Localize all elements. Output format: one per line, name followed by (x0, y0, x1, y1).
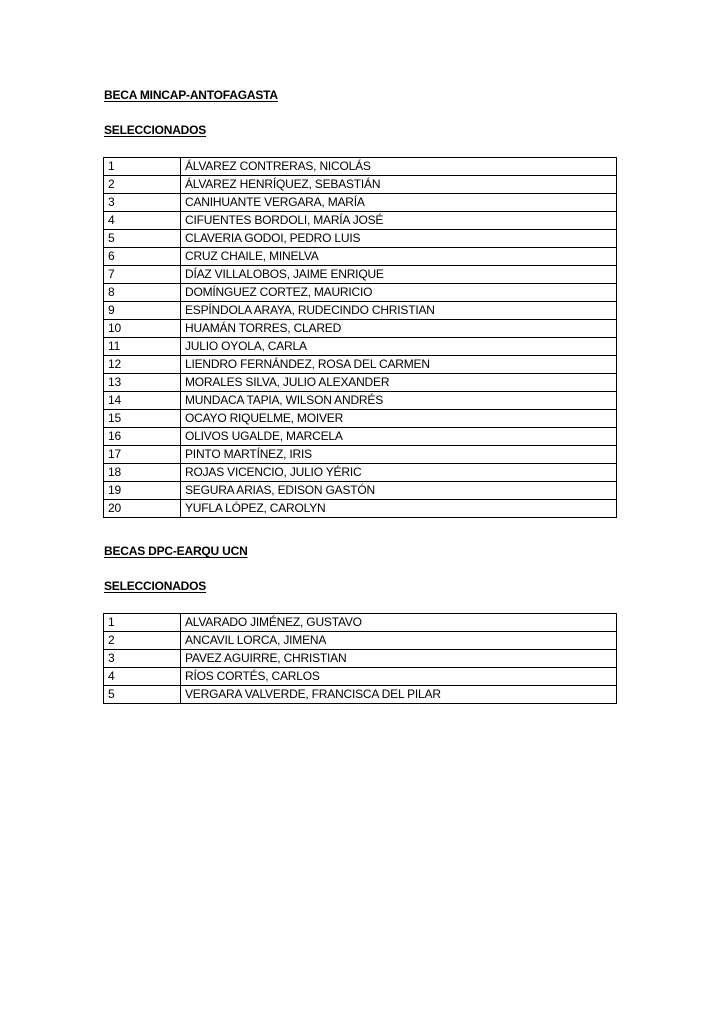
row-number: 1 (104, 158, 181, 176)
row-name: JULIO OYOLA, CARLA (181, 338, 617, 356)
table-row (104, 446, 617, 464)
row-name: ANCAVIL LORCA, JIMENA (181, 632, 617, 650)
row-name: RÍOS CORTÉS, CARLOS (181, 668, 617, 686)
row-name: HUAMÁN TORRES, CLARED (181, 320, 617, 338)
row-name: LIENDRO FERNÁNDEZ, ROSA DEL CARMEN (181, 356, 617, 374)
table-row (104, 482, 617, 500)
row-number: 20 (104, 500, 181, 518)
table-row (104, 410, 617, 428)
row-name: ESPÍNDOLA ARAYA, RUDECINDO CHRISTIAN (181, 302, 617, 320)
row-number: 4 (104, 212, 181, 230)
table-row (104, 668, 617, 686)
row-number: 14 (104, 392, 181, 410)
row-number: 9 (104, 302, 181, 320)
section1-subtitle: SELECCIONADOS (104, 123, 207, 137)
row-name: MUNDACA TAPIA, WILSON ANDRÉS (181, 392, 617, 410)
row-number: 18 (104, 464, 181, 482)
section2-title: BECAS DPC-EARQU UCN (104, 544, 248, 558)
row-name: PINTO MARTÍNEZ, IRIS (181, 446, 617, 464)
row-name: SEGURA ARIAS, EDISON GASTÓN (181, 482, 617, 500)
row-number: 7 (104, 266, 181, 284)
row-name: CRUZ CHAILE, MINELVA (181, 248, 617, 266)
row-number: 11 (104, 338, 181, 356)
row-number: 8 (104, 284, 181, 302)
table-row (104, 392, 617, 410)
table-row (104, 374, 617, 392)
section2-subtitle: SELECCIONADOS (104, 579, 207, 593)
table-row (104, 356, 617, 374)
row-number: 10 (104, 320, 181, 338)
row-number: 2 (104, 632, 181, 650)
row-number: 4 (104, 668, 181, 686)
row-number: 6 (104, 248, 181, 266)
row-name: ALVARADO JIMÉNEZ, GUSTAVO (181, 614, 617, 632)
table-row (104, 176, 617, 194)
row-number: 12 (104, 356, 181, 374)
row-name: VERGARA VALVERDE, FRANCISCA DEL PILAR (181, 686, 617, 704)
section2-table (103, 613, 617, 704)
row-number: 5 (104, 230, 181, 248)
table-row (104, 248, 617, 266)
row-name: CANIHUANTE VERGARA, MARÍA (181, 194, 617, 212)
table-row (104, 158, 617, 176)
row-name: DOMÍNGUEZ CORTEZ, MAURICIO (181, 284, 617, 302)
table-row (104, 284, 617, 302)
row-name: ROJAS VICENCIO, JULIO YÉRIC (181, 464, 617, 482)
table-row (104, 266, 617, 284)
table-row (104, 212, 617, 230)
row-number: 3 (104, 194, 181, 212)
table-row (104, 302, 617, 320)
row-number: 3 (104, 650, 181, 668)
row-name: OCAYO RIQUELME, MOIVER (181, 410, 617, 428)
row-number: 17 (104, 446, 181, 464)
row-number: 16 (104, 428, 181, 446)
table-row (104, 194, 617, 212)
table-row (104, 500, 617, 518)
row-number: 5 (104, 686, 181, 704)
table-row (104, 686, 617, 704)
row-number: 2 (104, 176, 181, 194)
section1-title: BECA MINCAP-ANTOFAGASTA (104, 88, 278, 102)
table-row (104, 320, 617, 338)
table-row (104, 428, 617, 446)
row-name: PAVEZ AGUIRRE, CHRISTIAN (181, 650, 617, 668)
row-name: DÍAZ VILLALOBOS, JAIME ENRIQUE (181, 266, 617, 284)
row-name: ÁLVAREZ CONTRERAS, NICOLÁS (181, 158, 617, 176)
row-name: ÁLVAREZ HENRÍQUEZ, SEBASTIÁN (181, 176, 617, 194)
table-row (104, 614, 617, 632)
row-name: OLIVOS UGALDE, MARCELA (181, 428, 617, 446)
row-number: 19 (104, 482, 181, 500)
table-row (104, 338, 617, 356)
row-name: CLAVERIA GODOI, PEDRO LUIS (181, 230, 617, 248)
row-number: 13 (104, 374, 181, 392)
row-number: 1 (104, 614, 181, 632)
section1-table (103, 157, 617, 518)
row-number: 15 (104, 410, 181, 428)
table-row (104, 464, 617, 482)
table-row (104, 650, 617, 668)
row-name: CIFUENTES BORDOLI, MARÍA JOSÉ (181, 212, 617, 230)
table-row (104, 230, 617, 248)
row-name: YUFLA LÓPEZ, CAROLYN (181, 500, 617, 518)
table-row (104, 632, 617, 650)
row-name: MORALES SILVA, JULIO ALEXANDER (181, 374, 617, 392)
